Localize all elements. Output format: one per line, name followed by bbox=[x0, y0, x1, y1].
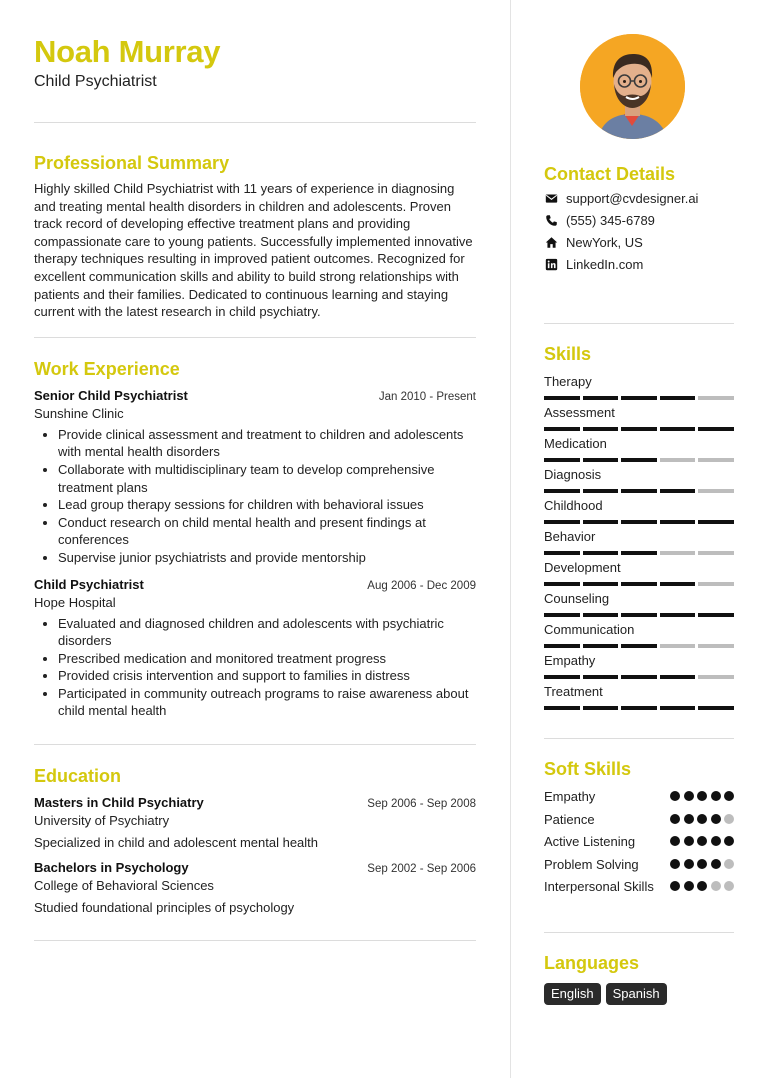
rating-dot bbox=[697, 881, 707, 891]
linkedin-icon bbox=[544, 258, 558, 272]
skill-level-segment bbox=[621, 582, 657, 586]
rating-dot bbox=[724, 791, 734, 801]
skill-level-bar bbox=[544, 613, 734, 617]
skill-level-segment bbox=[621, 613, 657, 617]
candidate-title: Child Psychiatrist bbox=[34, 73, 157, 90]
rating-dot bbox=[697, 836, 707, 846]
skill-level-bar bbox=[544, 396, 734, 400]
skill-item bbox=[544, 435, 734, 462]
job-bullet: • Supervise junior psychiatrists and provide mentorship bbox=[58, 549, 476, 567]
education-divider bbox=[34, 940, 476, 941]
skill-level-bar bbox=[544, 489, 734, 493]
languages-heading: Languages bbox=[544, 953, 640, 973]
skill-item bbox=[544, 559, 734, 586]
contact-linkedin[interactable] bbox=[544, 256, 734, 273]
rating-dot bbox=[711, 791, 721, 801]
skill-level-segment bbox=[698, 675, 734, 679]
skill-level-bar bbox=[544, 458, 734, 462]
skill-label: Behavior bbox=[544, 529, 596, 544]
skill-level-segment bbox=[698, 706, 734, 710]
education-date: Sep 2002 - Sep 2006 bbox=[367, 863, 476, 876]
skill-item bbox=[544, 590, 734, 617]
skill-level-segment bbox=[544, 396, 580, 400]
skill-label: Medication bbox=[544, 436, 607, 451]
skill-level-segment bbox=[660, 613, 696, 617]
skill-level-segment bbox=[583, 706, 619, 710]
rating-dot bbox=[697, 791, 707, 801]
skill-level-segment bbox=[544, 489, 580, 493]
main-column bbox=[34, 34, 476, 941]
skill-level-segment bbox=[660, 551, 696, 555]
skill-level-segment bbox=[660, 427, 696, 431]
education-entry bbox=[34, 859, 476, 916]
skills-divider bbox=[544, 738, 734, 739]
language-pill: English bbox=[544, 983, 601, 1005]
contact-phone[interactable] bbox=[544, 212, 734, 229]
skill-level-segment bbox=[660, 489, 696, 493]
rating-dot bbox=[670, 859, 680, 869]
education-degree: Masters in Child Psychiatry bbox=[34, 795, 204, 811]
home-icon bbox=[544, 236, 558, 250]
skill-item bbox=[544, 621, 734, 648]
skill-level-bar bbox=[544, 551, 734, 555]
job-date: Aug 2006 - Dec 2009 bbox=[367, 579, 476, 592]
rating-dot bbox=[697, 814, 707, 824]
skill-level-segment bbox=[583, 675, 619, 679]
skill-label: Assessment bbox=[544, 405, 615, 420]
soft-skill-label: Interpersonal Skills bbox=[544, 879, 654, 895]
skill-level-segment bbox=[660, 644, 696, 648]
skill-label: Empathy bbox=[544, 653, 596, 668]
rating-dot bbox=[711, 814, 721, 824]
skill-level-segment bbox=[621, 644, 657, 648]
job-date: Jan 2010 - Present bbox=[378, 390, 476, 403]
summary-heading: Professional Summary bbox=[34, 153, 230, 173]
education-school: College of Behavioral Sciences bbox=[34, 878, 214, 894]
job-bullet: • Provide clinical assessment and treatment to children and adolescents with mental health disorders bbox=[58, 426, 476, 461]
job-org: Sunshine Clinic bbox=[34, 405, 124, 421]
skill-label: Development bbox=[544, 560, 621, 575]
skill-item bbox=[544, 497, 734, 524]
skill-level-segment bbox=[583, 582, 619, 586]
rating-dot bbox=[724, 881, 734, 891]
skill-level-bar bbox=[544, 675, 734, 679]
skill-item bbox=[544, 404, 734, 431]
language-pill: Spanish bbox=[606, 983, 667, 1005]
candidate-name: Noah Murray bbox=[34, 34, 221, 69]
education-desc: Specialized in child and adolescent mental health bbox=[34, 835, 319, 851]
avatar bbox=[580, 34, 685, 139]
skill-level-segment bbox=[583, 520, 619, 524]
skill-level-segment bbox=[621, 489, 657, 493]
soft-skill-item bbox=[544, 833, 734, 851]
soft-skill-label: Problem Solving bbox=[544, 856, 639, 872]
rating-dot bbox=[684, 881, 694, 891]
skills-heading: Skills bbox=[544, 344, 592, 364]
soft-skill-rating bbox=[670, 856, 734, 869]
rating-dot bbox=[684, 836, 694, 846]
contact-email-text: support@cvdesigner.ai bbox=[566, 191, 699, 206]
job-entry bbox=[34, 576, 476, 721]
rating-dot bbox=[724, 836, 734, 846]
skill-level-segment bbox=[544, 675, 580, 679]
skill-level-segment bbox=[544, 458, 580, 462]
education-school: University of Psychiatry bbox=[34, 813, 170, 829]
header-divider bbox=[34, 122, 476, 123]
envelope-icon bbox=[544, 192, 558, 206]
skill-level-segment bbox=[698, 396, 734, 400]
skill-level-segment bbox=[583, 458, 619, 462]
job-bullet: • Participated in community outreach programs to raise awareness about child mental health bbox=[58, 685, 476, 720]
skill-level-segment bbox=[698, 458, 734, 462]
skill-level-segment bbox=[544, 427, 580, 431]
job-bullet: • Conduct research on child mental health and present findings at conferences bbox=[58, 514, 476, 549]
contact-divider bbox=[544, 323, 734, 324]
soft-skill-rating bbox=[670, 811, 734, 824]
job-role: Child Psychiatrist bbox=[34, 576, 144, 592]
skill-level-bar bbox=[544, 706, 734, 710]
job-bullet: • Prescribed medication and monitored treatment progress bbox=[58, 650, 476, 668]
skill-level-segment bbox=[698, 551, 734, 555]
education-section bbox=[34, 765, 476, 916]
job-bullet: • Lead group therapy sessions for children with behavioral issues bbox=[58, 496, 476, 514]
education-entry bbox=[34, 794, 476, 851]
contact-location bbox=[544, 234, 734, 251]
soft-skill-item bbox=[544, 856, 734, 874]
skill-item bbox=[544, 683, 734, 710]
summary-section bbox=[34, 152, 476, 321]
soft-skill-item bbox=[544, 878, 734, 896]
skill-level-segment bbox=[660, 675, 696, 679]
skill-level-segment bbox=[660, 520, 696, 524]
skill-level-bar bbox=[544, 582, 734, 586]
phone-icon bbox=[544, 214, 558, 228]
skill-level-segment bbox=[583, 489, 619, 493]
soft-skill-rating bbox=[670, 788, 734, 801]
job-bullets bbox=[34, 426, 476, 567]
education-date: Sep 2006 - Sep 2008 bbox=[367, 798, 476, 811]
rating-dot bbox=[670, 814, 680, 824]
skills-section bbox=[544, 343, 734, 710]
skill-level-segment bbox=[544, 520, 580, 524]
skill-label: Therapy bbox=[544, 374, 592, 389]
skill-item bbox=[544, 528, 734, 555]
skill-level-segment bbox=[621, 396, 657, 400]
work-divider bbox=[34, 744, 476, 745]
avatar-portrait bbox=[580, 34, 685, 139]
education-degree: Bachelors in Psychology bbox=[34, 860, 189, 876]
skill-label: Treatment bbox=[544, 684, 603, 699]
skill-level-segment bbox=[698, 613, 734, 617]
skill-level-segment bbox=[621, 520, 657, 524]
skill-item bbox=[544, 373, 734, 400]
rating-dot bbox=[724, 859, 734, 869]
rating-dot bbox=[684, 791, 694, 801]
rating-dot bbox=[711, 881, 721, 891]
work-section bbox=[34, 358, 476, 720]
job-role: Senior Child Psychiatrist bbox=[34, 387, 188, 403]
skill-level-segment bbox=[583, 644, 619, 648]
rating-dot bbox=[697, 859, 707, 869]
skill-level-segment bbox=[660, 396, 696, 400]
skill-level-segment bbox=[544, 644, 580, 648]
skill-level-bar bbox=[544, 644, 734, 648]
soft-skill-item bbox=[544, 788, 734, 806]
contact-location-text: NewYork, US bbox=[566, 235, 643, 250]
soft-skill-rating bbox=[670, 833, 734, 846]
skill-level-segment bbox=[698, 644, 734, 648]
soft-skills-heading: Soft Skills bbox=[544, 759, 632, 779]
skill-level-segment bbox=[698, 427, 734, 431]
soft-skills-section bbox=[544, 758, 734, 896]
skill-level-segment bbox=[583, 551, 619, 555]
skill-level-segment bbox=[660, 458, 696, 462]
skill-level-segment bbox=[698, 520, 734, 524]
soft-skills-list bbox=[544, 788, 734, 896]
skill-level-segment bbox=[621, 706, 657, 710]
soft-skill-label: Active Listening bbox=[544, 834, 636, 850]
soft-skill-item bbox=[544, 811, 734, 829]
rating-dot bbox=[724, 814, 734, 824]
skill-level-bar bbox=[544, 427, 734, 431]
rating-dot bbox=[670, 836, 680, 846]
soft-skill-rating bbox=[670, 878, 734, 891]
job-bullet: • Evaluated and diagnosed children and adolescents with psychiatric disorders bbox=[58, 615, 476, 650]
skill-level-segment bbox=[583, 396, 619, 400]
skill-level-segment bbox=[583, 427, 619, 431]
skill-level-segment bbox=[621, 458, 657, 462]
skill-label: Communication bbox=[544, 622, 635, 637]
contact-section bbox=[544, 163, 734, 273]
skill-level-segment bbox=[544, 582, 580, 586]
languages-list bbox=[544, 983, 734, 1005]
skill-level-segment bbox=[621, 675, 657, 679]
skill-level-segment bbox=[621, 427, 657, 431]
skill-label: Childhood bbox=[544, 498, 603, 513]
education-desc: Studied foundational principles of psychology bbox=[34, 900, 295, 916]
job-entry bbox=[34, 387, 476, 567]
rating-dot bbox=[670, 881, 680, 891]
summary-text: Highly skilled Child Psychiatrist with 11 years of experience in diagnosing and treating mental health disorders in children and adolescents. Proven track record of developing effective treatment plans and providing compassionate care to young patients. Successfully implemented innovative therapy techniques resulting in improved patient outcomes. Recognized for excellent communication skills and ability to build strong relationships with patients and their families. Dedicated to continuous learning and staying current with the latest research in child psychiatry. bbox=[34, 181, 473, 320]
skill-level-segment bbox=[698, 489, 734, 493]
rating-dot bbox=[711, 859, 721, 869]
soft-skills-divider bbox=[544, 932, 734, 933]
skill-item bbox=[544, 652, 734, 679]
education-heading: Education bbox=[34, 766, 122, 787]
skill-level-bar bbox=[544, 520, 734, 524]
job-bullets bbox=[34, 615, 476, 721]
job-bullet: • Collaborate with multidisciplinary team to develop comprehensive treatment plans bbox=[58, 461, 476, 496]
rating-dot bbox=[684, 814, 694, 824]
job-org: Hope Hospital bbox=[34, 594, 116, 610]
work-heading: Work Experience bbox=[34, 358, 180, 379]
skill-level-segment bbox=[698, 582, 734, 586]
contact-phone-text: (555) 345-6789 bbox=[566, 213, 655, 228]
rating-dot bbox=[670, 791, 680, 801]
contact-heading: Contact Details bbox=[544, 164, 676, 184]
summary-divider bbox=[34, 337, 476, 338]
skills-list bbox=[544, 373, 734, 710]
skill-level-segment bbox=[660, 582, 696, 586]
skill-level-segment bbox=[544, 613, 580, 617]
skill-label: Diagnosis bbox=[544, 467, 602, 482]
column-divider bbox=[510, 0, 511, 1078]
contact-email[interactable] bbox=[544, 190, 734, 207]
soft-skill-label: Empathy bbox=[544, 789, 596, 804]
soft-skill-label: Patience bbox=[544, 811, 595, 827]
contact-linkedin-text: LinkedIn.com bbox=[566, 257, 644, 272]
skill-level-segment bbox=[660, 706, 696, 710]
skill-item bbox=[544, 466, 734, 493]
skill-level-segment bbox=[583, 613, 619, 617]
rating-dot bbox=[711, 836, 721, 846]
rating-dot bbox=[684, 859, 694, 869]
skill-level-segment bbox=[621, 551, 657, 555]
languages-section bbox=[544, 952, 734, 1005]
skill-level-segment bbox=[544, 551, 580, 555]
job-bullet: • Provided crisis intervention and support to families in distress bbox=[58, 667, 476, 685]
skill-label: Counseling bbox=[544, 591, 610, 606]
skill-level-segment bbox=[544, 706, 580, 710]
